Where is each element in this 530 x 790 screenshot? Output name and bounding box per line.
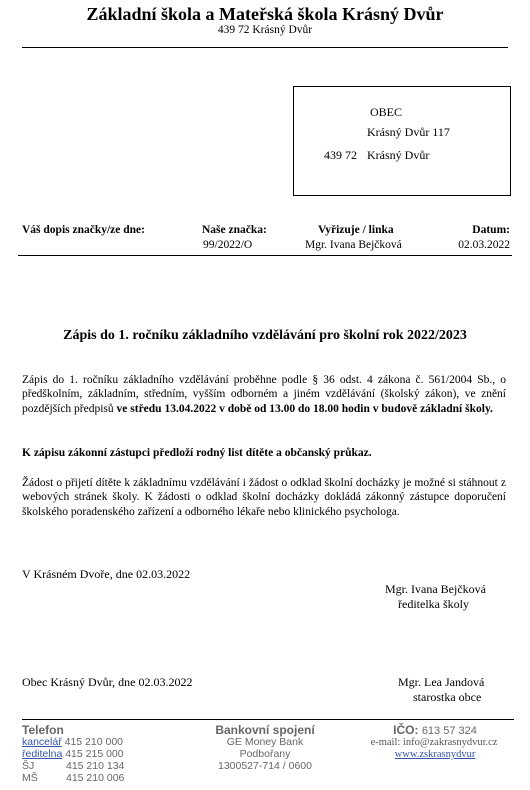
footer-bank-title: Bankovní spojení: [215, 723, 315, 737]
signature1-role: ředitelka školy: [398, 597, 469, 611]
body-paragraph-3: Žádost o přijetí dítěte k základnímu vzdělávání i žádost o odklad školní docházky je možné si stáhnout z webových stránek školy. K žádosti o odklad školní docházky dokládá zákonný zástupce doporučení školského poradenského zařízení a odborného lékaře nebo klinického psychologa.: [22, 477, 506, 518]
school-name: Základní škola a Mateřská škola Krásný Dvůr: [86, 4, 444, 24]
footer-phone-row: [22, 761, 34, 773]
signature2-place-date: Obec Krásný Dvůr, dne 02.03.2022: [22, 675, 193, 689]
phone-label-office[interactable]: kancelář: [22, 736, 62, 748]
body-paragraph-1-emphasis: ve středu 13.04.2022 v době od 13.00 do 18.00 hodin v budově základní školy.: [116, 402, 493, 415]
phone-label-principal[interactable]: ředitelna: [22, 748, 63, 760]
footer-email[interactable]: e-mail: info@zakrasnydvur.cz: [370, 737, 498, 748]
handler-value: Mgr. Ivana Bejčková: [305, 239, 402, 251]
date-label: Datum:: [472, 224, 510, 236]
body-paragraph-1-text: Zápis do 1. ročníku základního vzdělávání proběhne podle § 36 odst. 4 zákona č. 561/2004 Sb., o předškolním, základním, středním, vyšším odborném a jiném vzdělávání (školský zákon), ve znění pozdějších předpisů: [22, 374, 506, 415]
recipient-address-box: [293, 86, 511, 196]
our-ref-value: 99/2022/O: [203, 239, 253, 251]
recipient-zip: 439 72: [324, 148, 357, 162]
your-ref-label: Váš dopis značky/ze dne:: [22, 224, 145, 236]
footer-bank-branch: Podbořany: [239, 748, 291, 760]
footer-bank-account: 1300527-714 / 0600: [217, 760, 312, 772]
footer-website-link[interactable]: www.zskrasnydvur: [394, 749, 476, 760]
letter-subject: Zápis do 1. ročníku základního vzdělávání pro školní rok 2022/2023: [63, 328, 467, 343]
recipient-line1: OBEC: [370, 105, 403, 119]
signature1-place-date: V Krásném Dvoře, dne 02.03.2022: [22, 567, 191, 581]
body-paragraph-1: [22, 373, 506, 416]
recipient-city: Krásný Dvůr: [367, 148, 430, 162]
phone-number-office: 415 210 000: [64, 736, 124, 748]
school-address: 439 72 Krásný Dvůr: [217, 24, 313, 36]
date-value: 02.03.2022: [458, 239, 510, 251]
footer-ico-value: 613 57 324: [421, 725, 477, 737]
footer-ico-label: IČO:: [393, 723, 419, 737]
footer-bank-name: GE Money Bank: [226, 736, 304, 748]
our-ref-label: Naše značka:: [202, 224, 267, 236]
phone-number-principal: 415 215 000: [65, 748, 124, 760]
footer-phone-row: [22, 749, 124, 761]
footer-ico: [360, 723, 510, 737]
signature2-role: starostka obce: [413, 690, 482, 704]
handler-label: Vyřizuje / linka: [318, 224, 394, 236]
footer-phone-row: [22, 737, 123, 749]
header-divider: [22, 47, 508, 48]
signature1-name: Mgr. Ivana Bejčková: [385, 582, 486, 596]
footer-phone-title: Telefon: [22, 723, 64, 737]
footer-divider: [22, 719, 514, 720]
recipient-line2: Krásný Dvůr 117: [367, 125, 450, 139]
reference-divider: [18, 255, 512, 256]
phone-number-kindergarten: 415 210 006: [66, 772, 125, 784]
phone-number-canteen: 415 210 134: [66, 760, 125, 772]
body-paragraph-2: K zápisu zákonní zástupci předloží rodný list dítěte a občanský průkaz.: [22, 447, 372, 459]
signature2-name: Mgr. Lea Jandová: [398, 675, 485, 689]
phone-label-kindergarten: MŠ: [22, 772, 38, 784]
phone-label-canteen: ŠJ: [22, 760, 35, 772]
